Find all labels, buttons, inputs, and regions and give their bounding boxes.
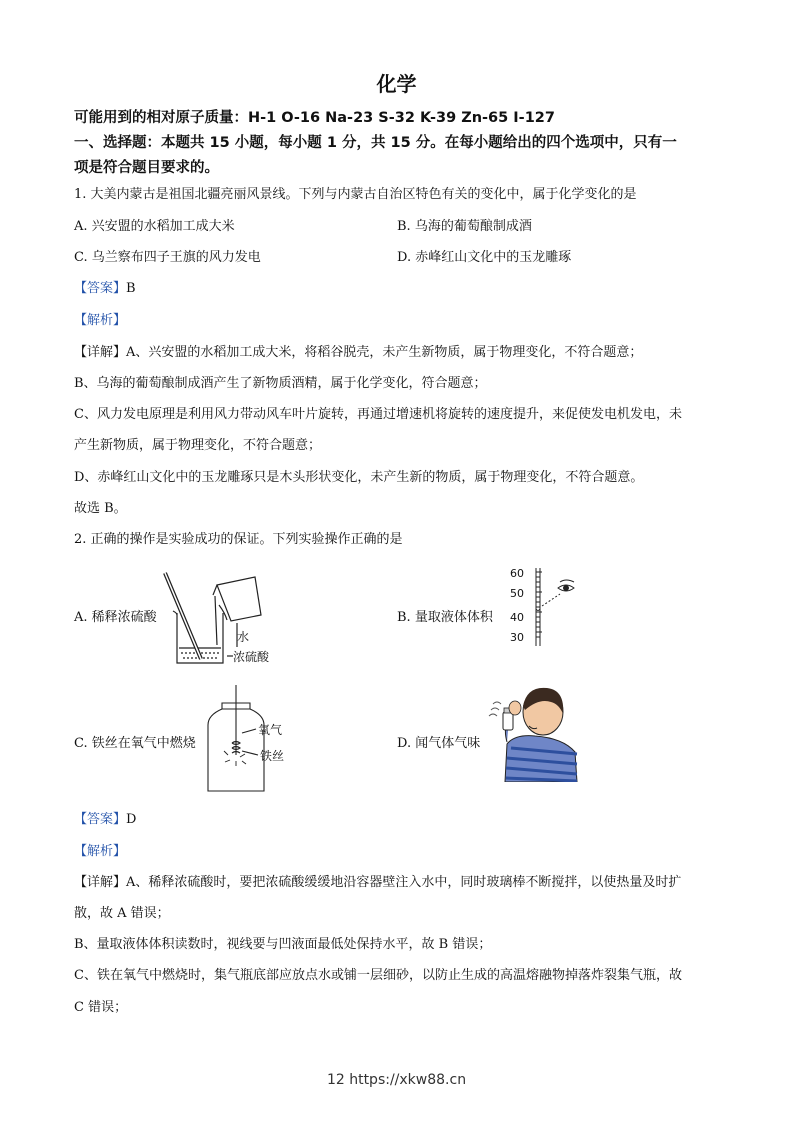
tick-60: 60 — [510, 567, 524, 580]
q2-detail-b: B、量取液体体积读数时，视线要与凹液面最低处保持水平，故 B 错误； — [74, 937, 492, 952]
q1-detail-d: D、赤峰红山文化中的玉龙雕琢只是木头形状变化，未产生新的物质，属于物理变化，不符合题意。 — [74, 470, 644, 485]
q2-answer — [74, 808, 136, 827]
q1-option-d: D. 赤峰红山文化中的玉龙雕琢 — [397, 250, 572, 265]
smelling-gas-figure — [485, 682, 583, 782]
q2-option-a: A. 稀释浓硫酸 — [74, 610, 157, 625]
oxygen-label: 氧气 — [258, 723, 283, 737]
q2-option-c: C. 铁丝在氧气中燃烧 — [74, 736, 196, 751]
q1-answer-value: B — [126, 281, 136, 296]
q2-detail-a-text: A、稀释浓硫酸时，要把浓硫酸缓缓地沿容器壁注入水中，同时玻璃棒不断搅拌，以使热量及时扩 — [126, 875, 682, 890]
q1-answer — [74, 277, 136, 296]
section-heading-line2: 项是符合题目要求的。 — [74, 160, 219, 176]
q2-detail-a-line1 — [74, 871, 681, 890]
page-title: 化学 — [376, 72, 417, 96]
q2-option-d: D. 闻气体气味 — [397, 736, 481, 751]
q1-option-a: A. 兴安盟的水稻加工成大米 — [74, 219, 235, 234]
acid-label: 浓硫酸 — [233, 650, 270, 664]
q1-detail-c-line1: C、风力发电原理是利用风力带动风车叶片旋转，再通过增速机将旋转的速度提升，来促使发电机发电，未 — [74, 407, 682, 422]
q1-conclusion: 故选 B。 — [74, 501, 127, 516]
q2-stem: 2. 正确的操作是实验成功的保证。下列实验操作正确的是 — [74, 532, 403, 547]
tick-30: 30 — [510, 631, 524, 644]
answer-tag: 【答案】 — [74, 812, 127, 827]
iron-wire-oxygen-figure — [198, 685, 298, 795]
q1-option-b: B. 乌海的葡萄酿制成酒 — [397, 219, 532, 234]
atomic-masses: 可能用到的相对原子质量：H-1 O-16 Na-23 S-32 K-39 Zn-65 I-127 — [74, 110, 555, 126]
graduated-cylinder-figure — [508, 566, 593, 651]
tick-40: 40 — [510, 611, 524, 624]
q1-detail-a — [74, 341, 642, 360]
q1-detail-c-line2: 产生新物质，属于物理变化，不符合题意； — [74, 438, 322, 453]
section-heading-line1: 一、选择题：本题共 15 小题，每小题 1 分，共 15 分。在每小题给出的四个选项中，只有一 — [74, 135, 677, 151]
q1-option-c: C. 乌兰察布四子王旗的风力发电 — [74, 250, 261, 265]
wire-label: 铁丝 — [260, 749, 285, 763]
q1-analysis-tag: 【解析】 — [74, 313, 127, 328]
q2-analysis-tag: 【解析】 — [74, 844, 127, 859]
water-label: 水 — [237, 630, 250, 644]
q2-answer-value: D — [126, 812, 137, 827]
q1-detail-a-text: A、兴安盟的水稻加工成大米，将稻谷脱壳，未产生新物质，属于物理变化，不符合题意； — [126, 345, 643, 360]
answer-tag: 【答案】 — [74, 281, 127, 296]
q2-detail-a-line2: 散，故 A 错误； — [74, 906, 170, 921]
q1-detail-b: B、乌海的葡萄酿制成酒产生了新物质酒精，属于化学变化，符合题意； — [74, 376, 487, 391]
dilute-acid-figure — [155, 565, 305, 670]
detail-tag: 【详解】 — [74, 345, 127, 360]
q1-stem: 1. 大美内蒙古是祖国北疆亮丽风景线。下列与内蒙古自治区特色有关的变化中，属于化学变化的是 — [74, 187, 637, 202]
tick-50: 50 — [510, 587, 524, 600]
q2-option-b: B. 量取液体体积 — [397, 610, 493, 625]
q2-detail-c-line1: C、铁在氧气中燃烧时，集气瓶底部应放点水或铺一层细砂，以防止生成的高温熔融物掉落炸裂集气瓶，故 — [74, 968, 682, 983]
q2-detail-c-line2: C 错误； — [74, 1000, 128, 1015]
page-footer: 12 https://xkw88.cn — [326, 1072, 467, 1088]
detail-tag: 【详解】 — [74, 875, 127, 890]
